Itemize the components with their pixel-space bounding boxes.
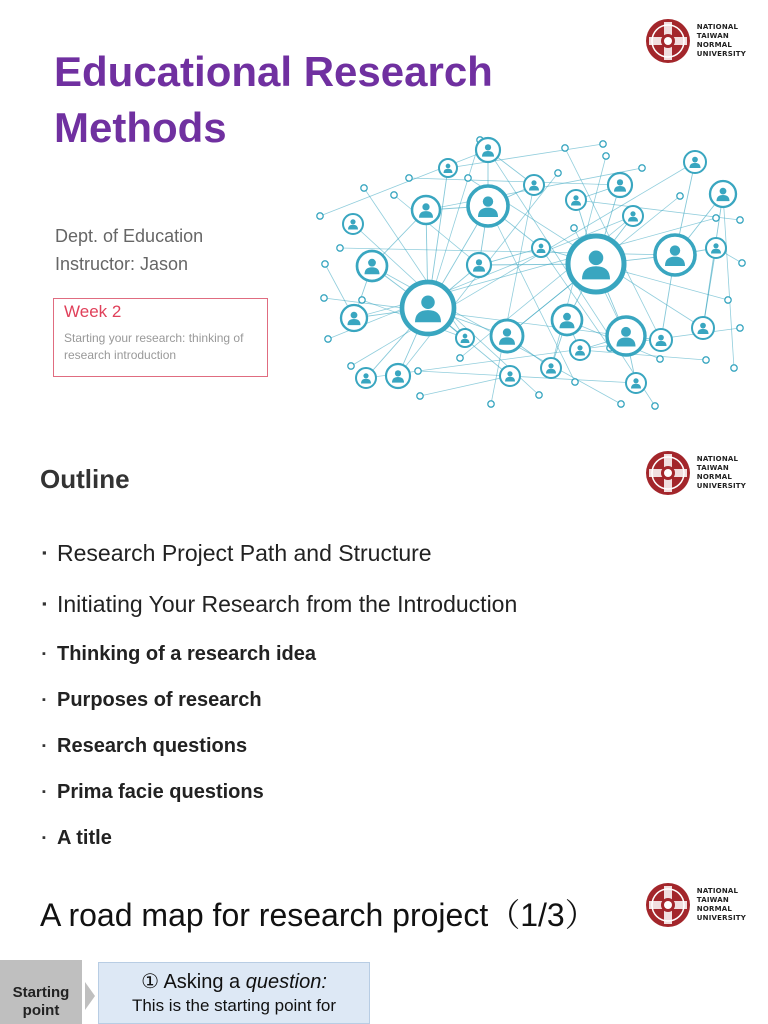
network-dot bbox=[737, 325, 743, 331]
list-item: ▪ Purposes of research bbox=[42, 680, 517, 726]
person-node-icon bbox=[402, 282, 454, 334]
person-node-icon bbox=[343, 214, 363, 234]
person-node-icon bbox=[655, 235, 695, 275]
network-dot bbox=[731, 365, 737, 371]
person-node-icon bbox=[623, 206, 643, 226]
list-item: ▪ Research questions bbox=[42, 726, 517, 772]
instructor: Instructor: Jason bbox=[55, 254, 189, 274]
step-prefix: Asking a bbox=[163, 971, 241, 993]
network-dot bbox=[317, 213, 323, 219]
step-box bbox=[98, 962, 370, 1024]
week-label: Week 2 bbox=[64, 302, 122, 321]
network-dot bbox=[571, 225, 577, 231]
university-name: NATIONAL TAIWAN NORMAL UNIVERSITY bbox=[696, 887, 746, 922]
network-dot bbox=[639, 165, 645, 171]
course-info bbox=[55, 222, 203, 278]
network-dot bbox=[406, 175, 412, 181]
network-dot bbox=[325, 336, 331, 342]
network-dot bbox=[417, 393, 423, 399]
network-dot bbox=[322, 261, 328, 267]
network-dot bbox=[739, 260, 745, 266]
list-item: ▪ Prima facie questions bbox=[42, 772, 517, 818]
person-node-icon bbox=[532, 239, 550, 257]
department: Dept. of Education bbox=[55, 226, 204, 246]
step-text: This is the starting point for bbox=[131, 996, 337, 1015]
network-dot bbox=[572, 379, 578, 385]
person-node-icon bbox=[706, 238, 726, 258]
people-network-illustration bbox=[310, 128, 750, 413]
roadmap-title: A road map for research project（1/3） bbox=[40, 897, 597, 933]
network-dot bbox=[457, 355, 463, 361]
step-number: ① bbox=[141, 971, 160, 993]
network-dot bbox=[562, 145, 568, 151]
network-dot bbox=[465, 175, 471, 181]
network-dot bbox=[713, 215, 719, 221]
starting-label: Starting bbox=[12, 984, 70, 1001]
person-node-icon bbox=[570, 340, 590, 360]
university-seal-icon bbox=[645, 450, 691, 496]
university-seal-icon bbox=[645, 18, 691, 64]
network-dot bbox=[359, 297, 365, 303]
network-dot bbox=[677, 193, 683, 199]
person-node-icon bbox=[608, 173, 632, 197]
outline-list bbox=[42, 532, 517, 864]
university-logo bbox=[645, 882, 746, 928]
outline-title: Outline bbox=[40, 464, 130, 494]
week-description: Starting your research: thinking of research introduction bbox=[64, 331, 244, 362]
university-logo bbox=[645, 18, 746, 64]
university-seal-icon bbox=[645, 882, 691, 928]
person-node-icon bbox=[341, 305, 367, 331]
network-dot bbox=[618, 401, 624, 407]
network-dot bbox=[555, 170, 561, 176]
person-node-icon bbox=[468, 186, 508, 226]
person-node-icon bbox=[710, 181, 736, 207]
network-dot bbox=[703, 357, 709, 363]
person-node-icon bbox=[607, 317, 645, 355]
person-node-icon bbox=[456, 329, 474, 347]
network-dot bbox=[657, 356, 663, 362]
step-emphasis: question: bbox=[245, 971, 327, 993]
network-dot bbox=[321, 295, 327, 301]
roadmap-slide bbox=[0, 864, 768, 1024]
starting-point-box bbox=[0, 960, 82, 1024]
person-node-icon bbox=[439, 159, 457, 177]
person-node-icon bbox=[491, 320, 523, 352]
network-dot bbox=[536, 392, 542, 398]
network-dot bbox=[603, 153, 609, 159]
person-node-icon bbox=[412, 196, 440, 224]
title-slide bbox=[0, 0, 768, 432]
person-node-icon bbox=[568, 236, 624, 292]
network-dot bbox=[391, 192, 397, 198]
list-item: ▪ Research Project Path and Structure bbox=[42, 532, 517, 583]
person-node-icon bbox=[356, 368, 376, 388]
network-dot bbox=[488, 401, 494, 407]
person-node-icon bbox=[467, 253, 491, 277]
university-logo bbox=[645, 450, 746, 496]
person-node-icon bbox=[541, 358, 561, 378]
person-node-icon bbox=[684, 151, 706, 173]
list-item: ▪ A title bbox=[42, 818, 517, 864]
network-dot bbox=[737, 217, 743, 223]
person-node-icon bbox=[566, 190, 586, 210]
network-dot bbox=[337, 245, 343, 251]
network-dot bbox=[652, 403, 658, 409]
outline-slide bbox=[0, 432, 768, 864]
person-node-icon bbox=[476, 138, 500, 162]
course-title: Educational Research Methods bbox=[54, 48, 493, 151]
list-item: ▪ Thinking of a research idea bbox=[42, 634, 517, 680]
step-heading bbox=[99, 969, 369, 995]
list-item: ▪ Initiating Your Research from the Introduction bbox=[42, 583, 517, 634]
person-node-icon bbox=[626, 373, 646, 393]
network-dot bbox=[725, 297, 731, 303]
arrow-right-icon bbox=[85, 982, 95, 1010]
network-dot bbox=[415, 368, 421, 374]
week-box bbox=[53, 298, 268, 377]
person-node-icon bbox=[357, 251, 387, 281]
university-name: NATIONAL TAIWAN NORMAL UNIVERSITY bbox=[696, 23, 746, 58]
person-node-icon bbox=[386, 364, 410, 388]
person-node-icon bbox=[552, 305, 582, 335]
person-node-icon bbox=[650, 329, 672, 351]
person-node-icon bbox=[524, 175, 544, 195]
network-dot bbox=[361, 185, 367, 191]
network-dot bbox=[348, 363, 354, 369]
person-node-icon bbox=[500, 366, 520, 386]
person-node-icon bbox=[692, 317, 714, 339]
network-dot bbox=[600, 141, 606, 147]
university-name: NATIONAL TAIWAN NORMAL UNIVERSITY bbox=[696, 455, 746, 490]
point-label: point bbox=[22, 1002, 60, 1019]
